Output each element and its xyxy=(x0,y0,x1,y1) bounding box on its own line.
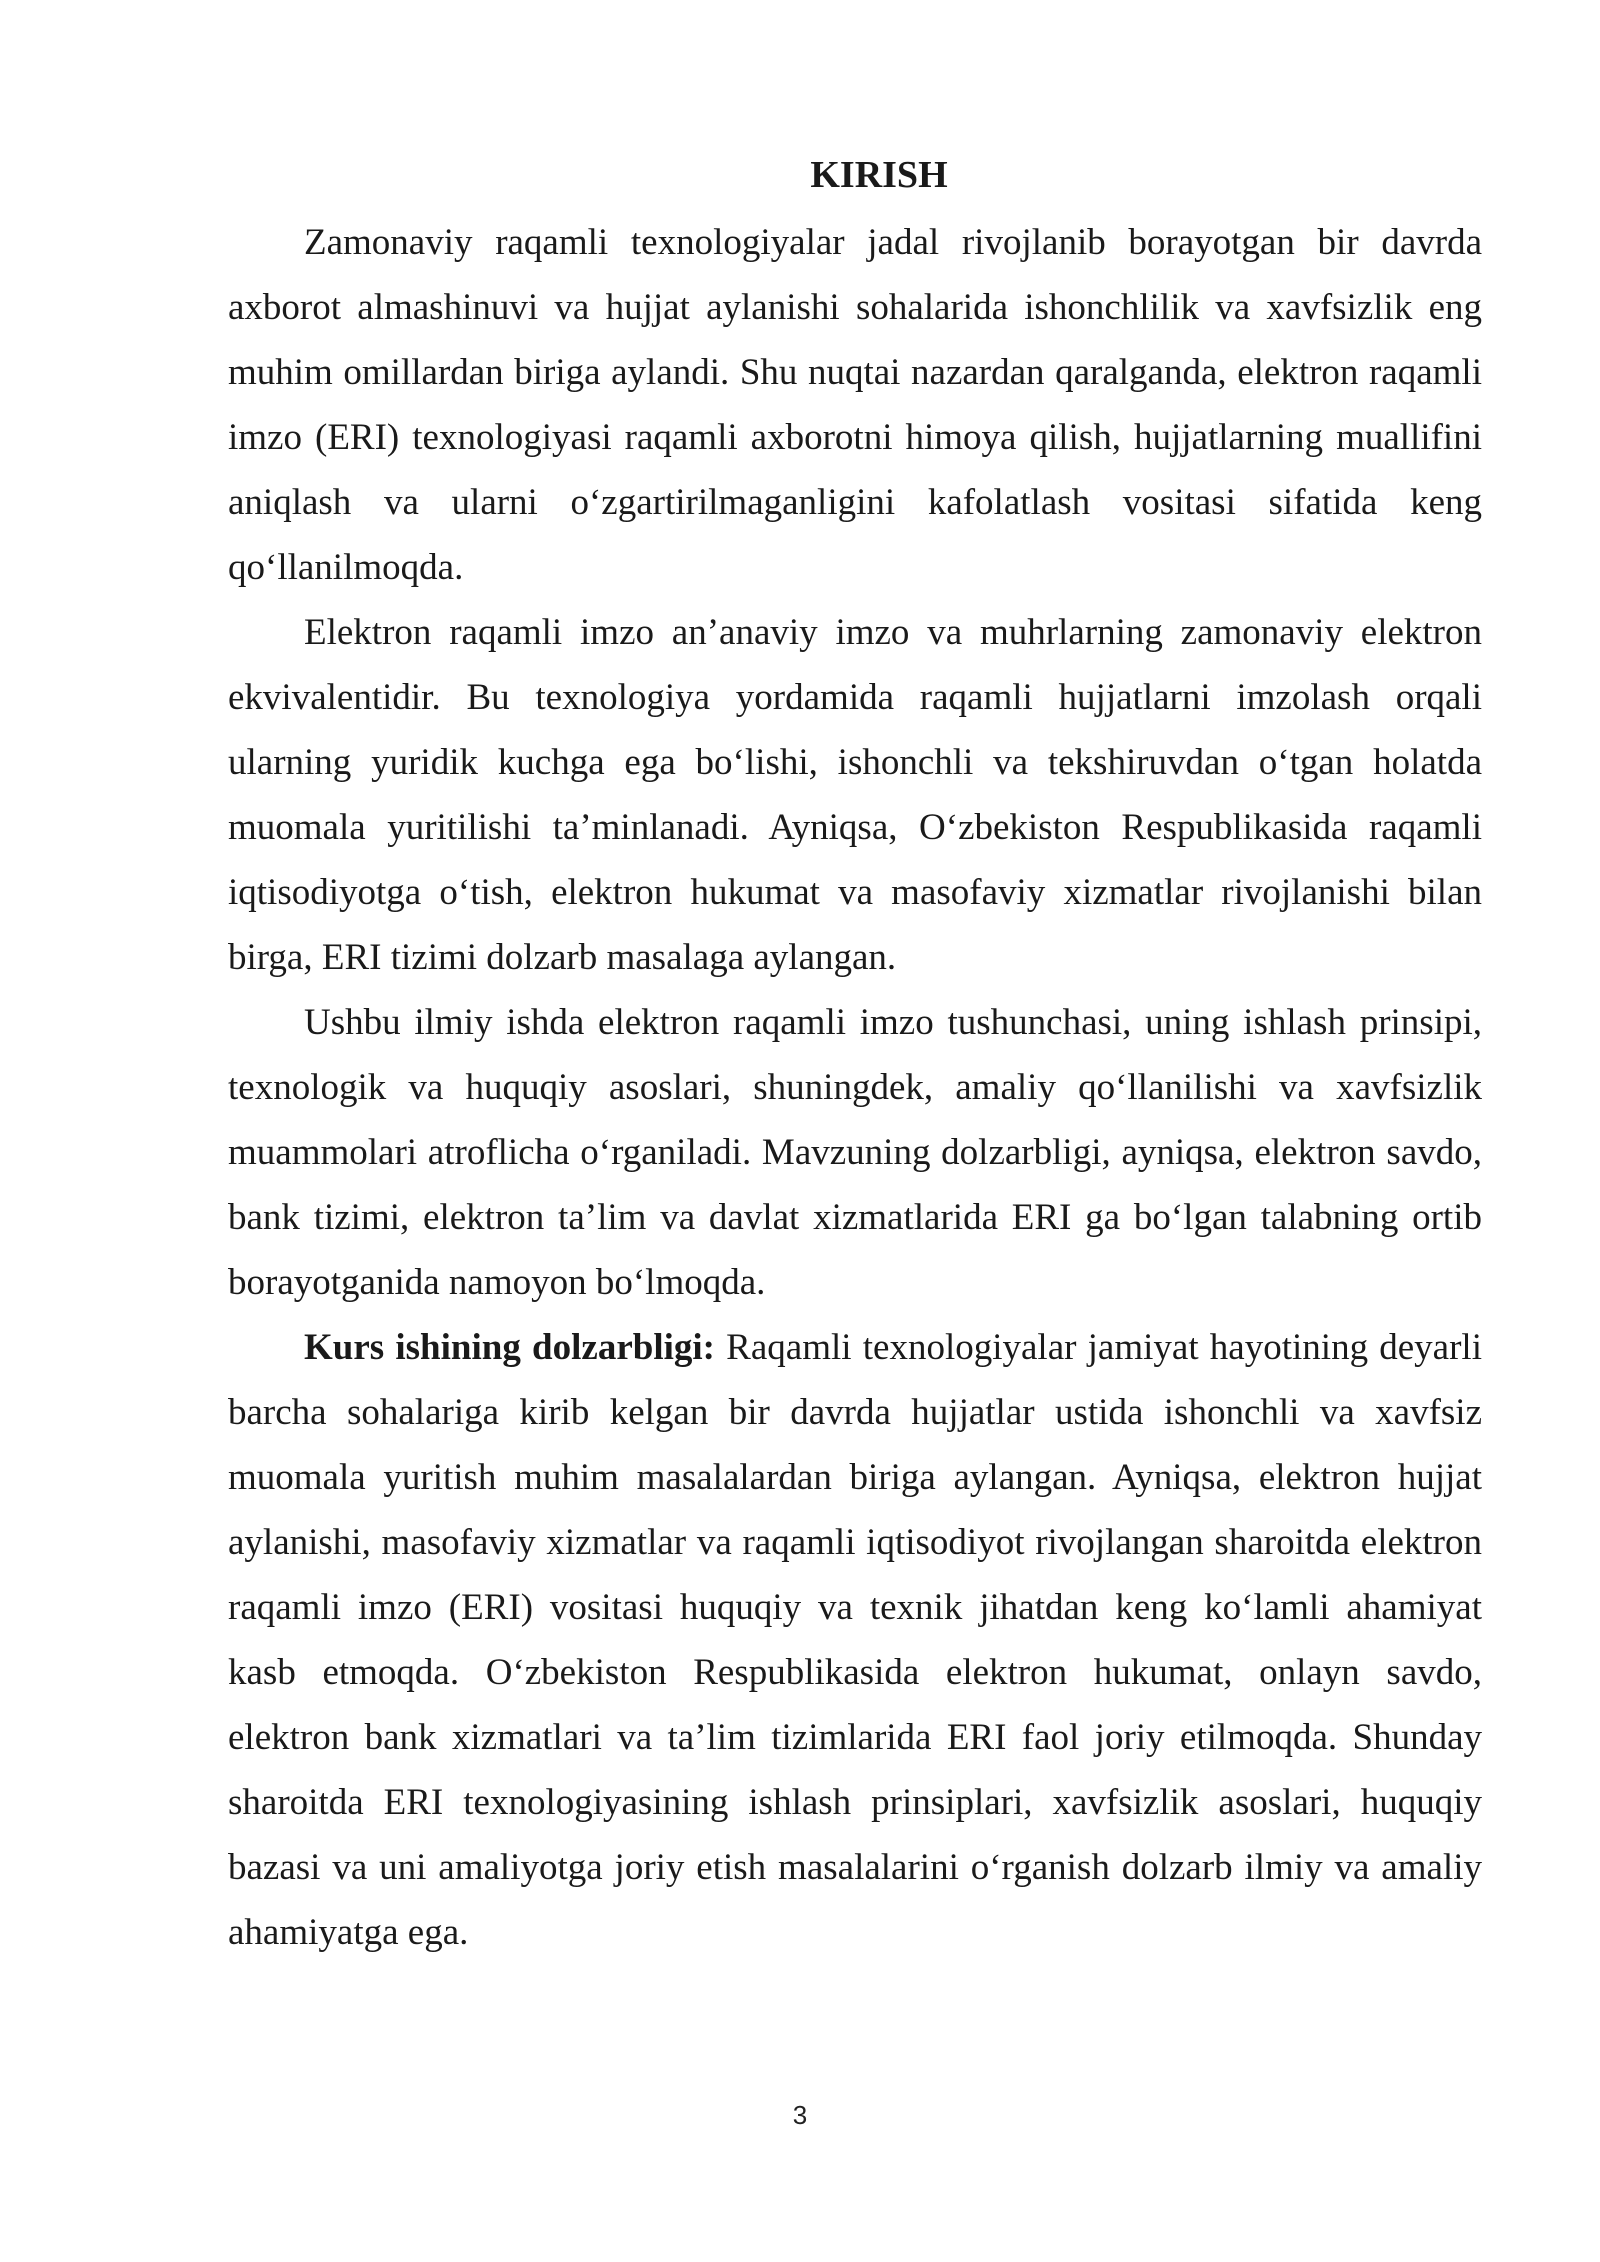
paragraph-text: Raqamli texnologiyalar jamiyat hayotining deyarli barcha sohalariga kirib kelgan bir davrda hujjatlar ustida ishonchli va xavfsiz muomala yuritish muhim masalalardan biriga aylangan. Ayniqsa, elektron hujjat aylanishi, masofaviy xizmatlar va raqamli iqtisodiyot rivojlangan sharoitda elektron raqamli imzo (ERI) vositasi huquqiy va texnik jihatdan keng ko‘lamli ahamiyat kasb etmoqda. O‘zbekiston Respublikasida elektron hukumat, onlayn savdo, elektron bank xizmatlari va ta’lim tizimlarida ERI faol joriy etilmoqda. Shunday sharoitda ERI texnologiyasining ishlash prinsiplari, xavfsizlik asoslari, huquqiy bazasi va uni amaliyotga joriy etish masalalarini o‘rganish dolzarb ilmiy va amaliy ahamiyatga ega. xyxy=(228,1327,1482,1953)
paragraph-relevance xyxy=(228,1315,1482,1965)
paragraph-text: Ushbu ilmiy ishda elektron raqamli imzo tushunchasi, uning ishlash prinsipi, texnologik va huquqiy asoslari, shuningdek, amaliy qo‘llanilishi va xavfsizlik muammolari atroflicha o‘rganiladi. Mavzuning dolzarbligi, ayniqsa, elektron savdo, bank tizimi, elektron ta’lim va davlat xizmatlarida ERI ga bo‘lgan talabning ortib borayotganida namoyon bo‘lmoqda. xyxy=(228,1002,1482,1303)
paragraph-lead: Kurs ishining dolzarbligi: xyxy=(304,1327,715,1368)
page-number: 3 xyxy=(792,2100,808,2130)
paragraph-text: Zamonaviy raqamli texnologiyalar jadal rivojlanib borayotgan bir davrda axborot almashinuvi va hujjat aylanishi sohalarida ishonchlilik va xavfsizlik eng muhim omillardan biriga aylandi. Shu nuqtai nazardan qaralganda, elektron raqamli imzo (ERI) texnologiyasi raqamli axborotni himoya qilish, hujjatlarning muallifini aniqlash va ularni o‘zgartirilmaganligini kafolatlash vositasi sifatida keng qo‘llanilmoqda. xyxy=(228,222,1482,588)
page-content xyxy=(228,148,1482,1965)
paragraph-text: Elektron raqamli imzo an’anaviy imzo va muhrlarning zamonaviy elektron ekvivalentidir. Bu texnologiya yordamida raqamli hujjatlarni imzolash orqali ularning yuridik kuchga ega bo‘lishi, ishonchli va tekshiruvdan o‘tgan holatda muomala yuritilishi ta’minlanadi. Ayniqsa, O‘zbekiston Respublikasida raqamli iqtisodiyotga o‘tish, elektron hukumat va masofaviy xizmatlar rivojlanishi bilan birga, ERI tizimi dolzarb masalaga aylangan. xyxy=(228,612,1482,978)
paragraph-research-scope xyxy=(228,990,1482,1315)
paragraph-eri-definition xyxy=(228,600,1482,990)
page-title: KIRISH xyxy=(810,154,948,196)
paragraph-intro xyxy=(228,210,1482,600)
